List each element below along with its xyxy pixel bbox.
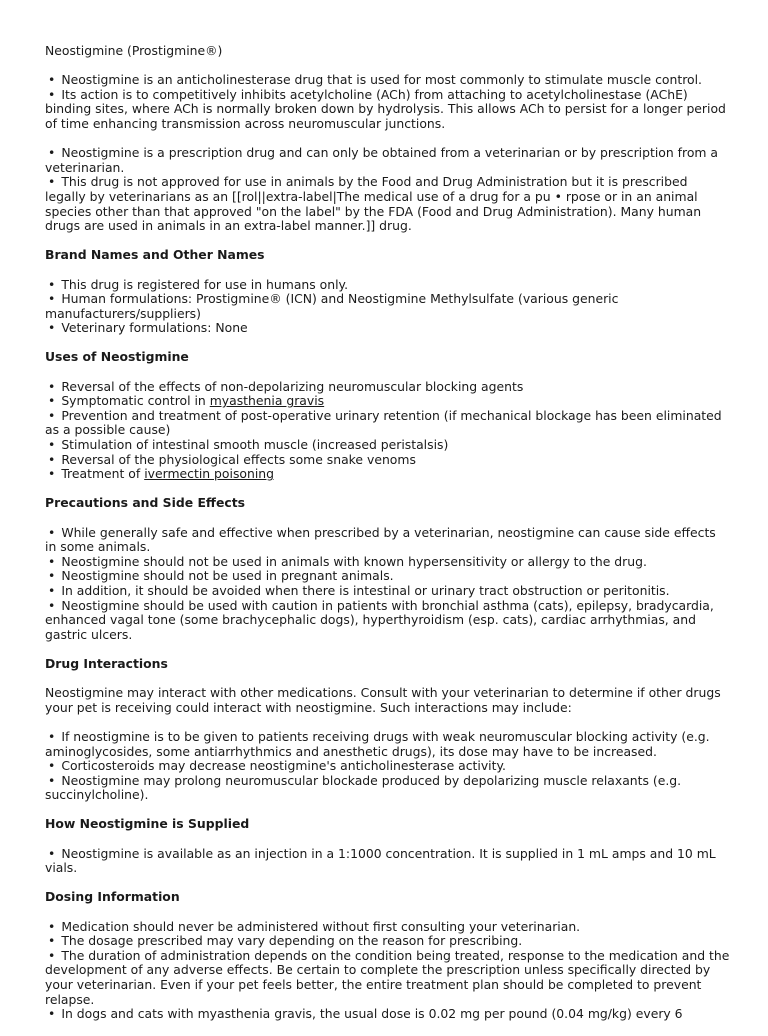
bullet-mark: •: [48, 582, 56, 598]
bullet-mark: •: [48, 772, 56, 788]
uses-list: [45, 380, 730, 482]
list-item: • Symptomatic control in myasthenia gravis: [45, 394, 730, 409]
bullet-mark: •: [48, 918, 56, 934]
list-item: • In dogs and cats with myasthenia gravis, the usual dose is 0.02 mg per pound (0.04 mg/kg) every 6: [45, 1007, 730, 1022]
list-item: • Treatment of ivermectin poisoning: [45, 467, 730, 482]
bullet-mark: •: [48, 174, 56, 190]
supplied-list: [45, 847, 730, 876]
list-item: • Reversal of the effects of non-depolarizing neuromuscular blocking agents: [45, 380, 730, 395]
list-item: • Neostigmine is available as an injection in a 1:1000 concentration. It is supplied in 1 mL amps and 10 mL vials.: [45, 845, 716, 876]
brand-names-list: [45, 278, 730, 336]
bullet-mark: •: [48, 524, 56, 540]
dosing-list: [45, 920, 730, 1022]
intro-list-1: [45, 73, 730, 131]
bullet-mark: •: [48, 407, 56, 423]
bullet-mark: •: [48, 393, 56, 409]
bullet-mark: •: [48, 947, 56, 963]
bullet-mark: •: [48, 758, 56, 774]
interactions-intro: Neostigmine may interact with other medications. Consult with your veterinarian to determine if other drugs your pet is receiving could interact with neostigmine. Such interactions may include:: [45, 685, 721, 715]
section-heading-dosing: Dosing Information: [45, 889, 180, 905]
bullet-mark: •: [48, 845, 56, 861]
bullet-mark: •: [48, 276, 56, 292]
list-item: • In addition, it should be avoided when there is intestinal or urinary tract obstruction or peritonitis.: [45, 584, 730, 599]
bullet-mark: •: [48, 466, 56, 482]
document-title: Neostigmine (Prostigmine®): [45, 43, 223, 58]
bullet-mark: •: [48, 1006, 56, 1022]
bullet-mark: •: [48, 291, 56, 307]
bullet-mark: •: [48, 72, 56, 88]
section-heading-brand-names: Brand Names and Other Names: [45, 247, 265, 263]
list-item: • While generally safe and effective when prescribed by a veterinarian, neostigmine can cause side effects in some animals.: [45, 524, 716, 555]
ivermectin-poisoning-link[interactable]: ivermectin poisoning: [144, 466, 274, 482]
list-item: • Neostigmine should be used with caution in patients with bronchial asthma (cats), epilepsy, bradycardia, enhanced vagal tone (some brachycephalic dogs), hyperthyroidism (esp. cats), cardiac arrhythmias, and gastric ulcers.: [45, 597, 714, 642]
list-item: • Its action is to competitively inhibits acetylcholine (ACh) from attaching to acetylcholinestase (AChE) binding sites, where ACh is normally broken down by hydrolysis. This allows ACh to persist for a longer period of time enhancing transmission across neuromuscular junctions.: [45, 86, 726, 131]
list-item: • Reversal of the physiological effects some snake venoms: [45, 453, 730, 468]
list-item: • This drug is not approved for use in animals by the Food and Drug Administration but it is prescribed legally by veterinarians as an [[rol||extra-label|The medical use of a drug for a pu • rpose or in an animal species other than that approved "on the label" by the FDA (Food and Drug Administration). Many human drugs are used in animals in an extra-label manner.]] drug.: [45, 174, 702, 234]
section-heading-precautions: Precautions and Side Effects: [45, 495, 245, 511]
section-heading-supplied: How Neostigmine is Supplied: [45, 816, 250, 832]
bullet-mark: •: [48, 145, 56, 161]
precautions-list: [45, 526, 730, 643]
list-item: • Prevention and treatment of post-operative urinary retention (if mechanical blockage has been eliminated as a possible cause): [45, 407, 722, 438]
intro-list-2: [45, 146, 730, 234]
document-body: [45, 44, 730, 1036]
list-item: • Veterinary formulations: None: [45, 321, 730, 336]
list-item: • Stimulation of intestinal smooth muscle (increased peristalsis): [45, 438, 730, 453]
bullet-mark: •: [48, 437, 56, 453]
interactions-list: [45, 730, 730, 803]
bullet-mark: •: [48, 86, 56, 102]
myasthenia-gravis-link[interactable]: myasthenia gravis: [209, 393, 325, 409]
list-item: • Neostigmine should not be used in pregnant animals.: [45, 569, 730, 584]
bullet-mark: •: [48, 597, 56, 613]
bullet-mark: •: [48, 378, 56, 394]
bullet-mark: •: [48, 933, 56, 949]
list-item: • This drug is registered for use in humans only.: [45, 278, 730, 293]
bullet-mark: •: [48, 553, 56, 569]
bullet-mark: •: [48, 451, 56, 467]
list-item: • Corticosteroids may decrease neostigmine's anticholinesterase activity.: [45, 759, 730, 774]
list-item: • The duration of administration depends on the condition being treated, response to the medication and the development of any adverse effects. Be certain to complete the prescription unless specifically directed by your veterinarian. Even if your pet feels better, the entire treatment plan should be completed to prevent relapse.: [45, 947, 730, 1007]
bullet-mark: •: [48, 728, 56, 744]
section-heading-drug-interactions: Drug Interactions: [45, 655, 168, 671]
list-item: • Medication should never be administered without first consulting your veterinarian.: [45, 920, 730, 935]
list-item: • Neostigmine is an anticholinesterase drug that is used for most commonly to stimulate muscle control.: [45, 73, 730, 88]
list-item: • Neostigmine should not be used in animals with known hypersensitivity or allergy to the drug.: [45, 555, 730, 570]
list-item: • The dosage prescribed may vary depending on the reason for prescribing.: [45, 934, 730, 949]
section-heading-uses: Uses of Neostigmine: [45, 349, 189, 365]
bullet-mark: •: [48, 568, 56, 584]
bullet-mark: •: [48, 320, 56, 336]
list-item: • Neostigmine is a prescription drug and can only be obtained from a veterinarian or by prescription from a veterinarian.: [45, 145, 719, 175]
list-item: • If neostigmine is to be given to patients receiving drugs with weak neuromuscular blocking activity (e.g. aminoglycosides, some antiarrhythmics and anesthetic drugs), its dose may have to be increased.: [45, 728, 710, 759]
list-item: • Neostigmine may prolong neuromuscular blockade produced by depolarizing muscle relaxants (e.g. succinylcholine).: [45, 772, 682, 803]
list-item: • Human formulations: Prostigmine® (ICN) and Neostigmine Methylsulfate (various generic manufacturers/suppliers): [45, 291, 619, 321]
